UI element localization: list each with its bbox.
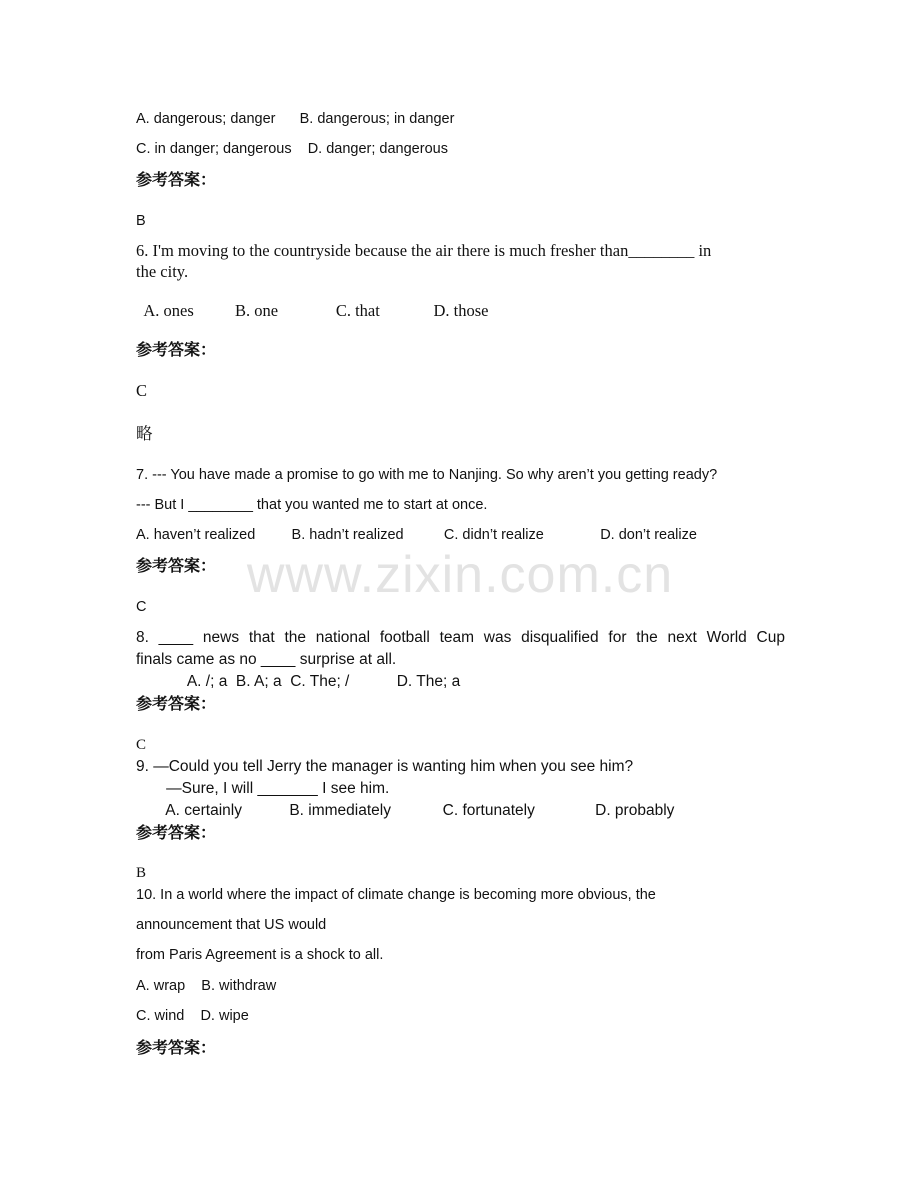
q5-options-ab: A. dangerous; danger B. dangerous; in danger bbox=[136, 111, 455, 127]
q6-line2: the city. bbox=[136, 262, 189, 281]
q9-answer: B bbox=[136, 865, 147, 881]
q8-options: A. /; a B. A; a C. The; / D. The; a bbox=[136, 673, 461, 690]
q9-answer-label: 参考答案： bbox=[136, 825, 217, 842]
q10-line3: from Paris Agreement is a shock to all. bbox=[136, 947, 384, 963]
q8-line2: finals came as no ____ surprise at all. bbox=[136, 651, 397, 668]
q5-options-cd: C. in danger; dangerous D. danger; dangerous bbox=[136, 141, 448, 157]
q6-line1: 6. I'm moving to the countryside because the air there is much fresher than________ in bbox=[136, 241, 712, 260]
q8-answer-label: 参考答案： bbox=[136, 696, 217, 713]
q10-line2: announcement that US would bbox=[136, 917, 327, 933]
q7-line1: 7. --- You have made a promise to go with me to Nanjing. So why aren’t you getting ready? bbox=[136, 467, 718, 483]
q7-answer: C bbox=[136, 599, 147, 615]
watermark: www.zixin.com.cn bbox=[246, 546, 674, 604]
q7-answer-label: 参考答案： bbox=[136, 558, 217, 575]
q8-line1: 8. ____ news that the national football team was disqualified for the next World Cup bbox=[136, 629, 785, 646]
q9-line2: —Sure, I will _______ I see him. bbox=[136, 780, 390, 797]
q10-options-ab: A. wrap B. withdraw bbox=[136, 978, 277, 994]
q8-answer: C bbox=[136, 737, 147, 753]
q5-answer: B bbox=[136, 213, 146, 229]
q5-answer-label: 参考答案： bbox=[136, 172, 217, 189]
q6-answer: C bbox=[136, 381, 148, 400]
q8-line1-wrap bbox=[136, 627, 785, 649]
q9-options: A. certainly B. immediately C. fortunately D. probably bbox=[136, 802, 675, 819]
q9-line1: 9. —Could you tell Jerry the manager is wanting him when you see him? bbox=[136, 758, 634, 775]
q6-answer-label: 参考答案： bbox=[136, 342, 217, 359]
q7-line2: --- But I ________ that you wanted me to start at once. bbox=[136, 497, 488, 513]
q7-options: A. haven’t realized B. hadn’t realized C. didn’t realize D. don’t realize bbox=[136, 527, 697, 543]
q6-note: 略 bbox=[136, 424, 153, 443]
q10-line1: 10. In a world where the impact of climate change is becoming more obvious, the bbox=[136, 887, 656, 903]
q10-options-cd: C. wind D. wipe bbox=[136, 1008, 249, 1024]
q6-options: A. ones B. one C. that D. those bbox=[136, 301, 489, 320]
q10-answer-label: 参考答案： bbox=[136, 1040, 217, 1057]
